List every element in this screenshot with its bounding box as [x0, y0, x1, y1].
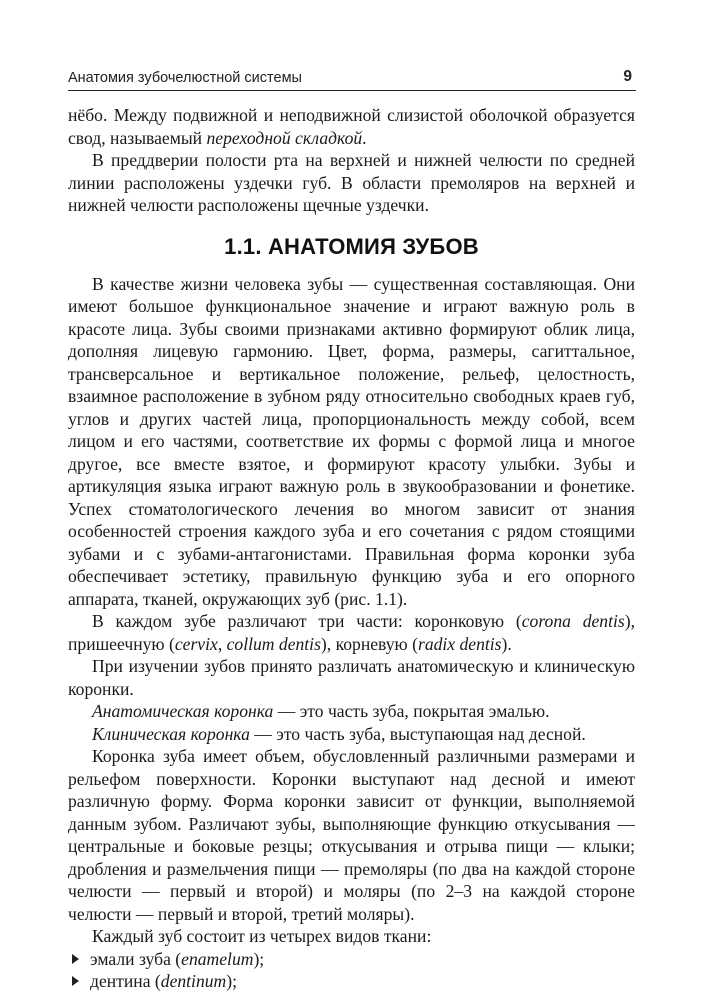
text-run: ), пришеечную (: [68, 611, 635, 654]
text-run: нёбо. Между подвижной и неподвижной слизистой оболочкой образуется свод, называемый: [68, 105, 635, 148]
text-run: );: [226, 971, 237, 991]
latin-term: enamelum: [181, 948, 254, 969]
section-paragraph-3: При изучении зубов принято различать анатомическую и клиническую коронки.: [68, 656, 635, 699]
intro-paragraph-1: [68, 104, 635, 149]
text-run: .: [362, 127, 367, 148]
triangle-bullet-icon: [72, 976, 79, 986]
term-transitional-fold: переходной складкой: [206, 127, 363, 148]
section-paragraph-2: [68, 610, 635, 655]
text-run: эмали зуба (: [90, 948, 182, 969]
section-paragraph-1: В качестве жизни человека зубы — существенная составляющая. Они имеют большое функциональное значение и играют важную роль в красоте лица. Зубы своими признаками активно формируют облик лица, дополняя лицевую гармонию. Цвет, форма, размеры, сагиттальное, трансверсальное и вертикальное положение, рельеф, целостность, взаимное расположение в зубном ряду относительно свободных краев губ, углов и других частей лица, пропорциональность между собой, всем лицом и его частями, соответствие их формы с формой лица и многое другое, все вместе взятое, и формируют красоту улыбки. Зубы и артикуляция языка играют важную роль в звукообразовании и фонетике. Успех стоматологического лечения во многом зависит от знания особенностей строения каждого зуба и его сочетания с рядом стоящими зубами и с зубами-антагонистами. Правильная форма коронки зуба обеспечивает эстетику, правильную функцию зуба и его опорного аппарата, тканей, окружающих зуб (рис. 1.1).: [68, 273, 635, 609]
text-run: );: [253, 948, 265, 969]
text-run: — это часть зуба, выступающая над десной.: [249, 723, 586, 744]
section-paragraph-7: Каждый зуб состоит из четырех видов ткани:: [92, 926, 432, 946]
text-run: — это часть зуба, покрытая эмалью.: [273, 701, 550, 721]
section-heading: 1.1. АНАТОМИЯ ЗУБОВ: [224, 233, 479, 259]
definition-clinical-crown: [68, 723, 635, 746]
list-item: [68, 948, 635, 971]
latin-term: corona dentis: [521, 611, 625, 631]
text-run: ,: [217, 633, 227, 654]
latin-term: collum dentis: [226, 633, 321, 654]
page-number: 9: [623, 68, 632, 85]
text-run: ), корневую (: [320, 633, 418, 654]
triangle-bullet-icon: [72, 954, 79, 964]
running-header-title: Анатомия зубочелюстной системы: [68, 70, 302, 86]
tissue-list: [68, 948, 635, 993]
page-body: [68, 104, 635, 993]
definition-anatomical-crown: [68, 700, 635, 723]
latin-term: cervix: [174, 633, 218, 654]
running-header: [68, 68, 636, 91]
term: Анатомическая коронка: [92, 701, 274, 721]
term: Клиническая коронка: [92, 723, 250, 744]
section-paragraph-6: Коронка зуба имеет объем, обусловленный различными размерами и рельефом поверхности. Коронки выступают над десной и имеют различную форму. Форма коронки зависит от функции, выполняемой данным зубом. Различают зубы, выполняющие функцию откусывания — центральные и боковые резцы; откусывания и отрыва пищи — клыки; дробления и размельчения пищи — премоляры (по два на каждой стороне челюсти — первый и второй) и моляры (по 2–3 на каждой стороне челюсти — первый и второй, третий моляры).: [68, 746, 635, 924]
text-run: В каждом зубе различают три части: коронковую (: [92, 611, 522, 631]
intro-paragraph-2: В преддверии полости рта на верхней и нижней челюсти по средней линии расположены уздечки губ. В области премоляров на верхней и нижней челюсти расположены щечные уздечки.: [68, 150, 635, 215]
list-item: [68, 970, 635, 993]
latin-term: radix dentis: [417, 633, 502, 654]
text-run: дентина (: [90, 971, 161, 991]
latin-term: dentinum: [160, 971, 227, 991]
text-run: ).: [501, 633, 512, 654]
